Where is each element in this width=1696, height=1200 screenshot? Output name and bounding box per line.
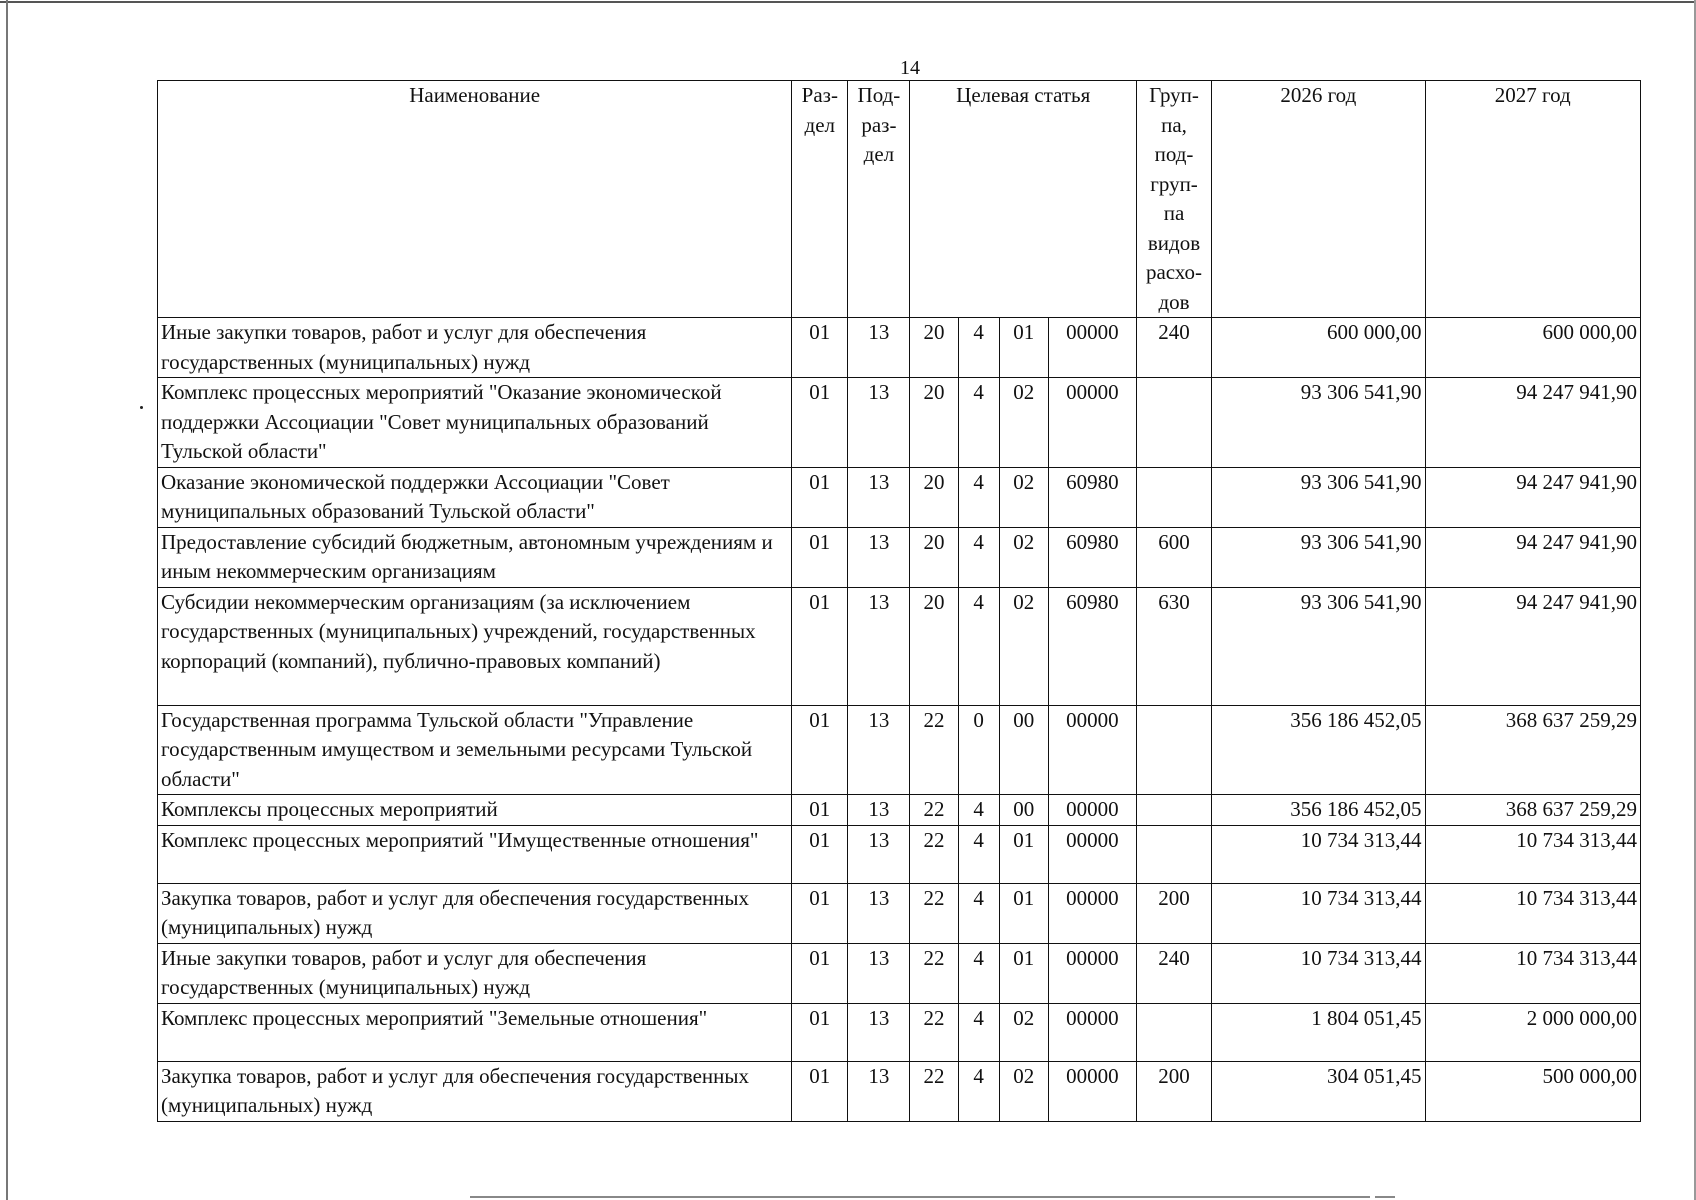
row-amount-2026: 93 306 541,90	[1212, 467, 1425, 527]
row-target-type: 4	[958, 1061, 999, 1121]
table-row	[158, 318, 1641, 378]
row-target-direction: 00000	[1048, 943, 1136, 1003]
row-name: Предоставление субсидий бюджетным, автономным учреждениям и иным некоммерческим организациям	[158, 527, 792, 587]
row-target-direction: 60980	[1048, 527, 1136, 587]
row-podrazdel: 13	[848, 883, 910, 943]
row-target-structure: 02	[999, 1003, 1048, 1061]
row-amount-2026: 10 734 313,44	[1212, 943, 1425, 1003]
table-row	[158, 943, 1641, 1003]
row-target-direction: 00000	[1048, 795, 1136, 826]
table-row	[158, 883, 1641, 943]
row-name: Комплекс процессных мероприятий "Земельные отношения"	[158, 1003, 792, 1061]
header-podrazdel: Под- раз- дел	[848, 81, 910, 318]
row-podrazdel: 13	[848, 1061, 910, 1121]
row-amount-2026: 10 734 313,44	[1212, 883, 1425, 943]
row-amount-2026: 304 051,45	[1212, 1061, 1425, 1121]
row-target-type: 4	[958, 318, 999, 378]
page-number: 14	[900, 57, 920, 79]
table-row	[158, 527, 1641, 587]
page-edge-top	[0, 1, 1696, 3]
row-name: Субсидии некоммерческим организациям (за исключением государственных (муниципальных) учреждений, государственных корпораций (компаний), публично-правовых компаний)	[158, 587, 792, 705]
row-name: Комплекс процессных мероприятий "Оказание экономической поддержки Ассоциации "Совет муниципальных образований Тульской области"	[158, 378, 792, 468]
row-razdel: 01	[792, 883, 848, 943]
row-amount-2027: 94 247 941,90	[1425, 527, 1640, 587]
row-target-program: 22	[910, 825, 958, 883]
row-target-direction: 00000	[1048, 1061, 1136, 1121]
row-amount-2027: 500 000,00	[1425, 1061, 1640, 1121]
row-podrazdel: 13	[848, 378, 910, 468]
header-target-article: Целевая статья	[910, 81, 1136, 318]
header-razdel: Раз- дел	[792, 81, 848, 318]
table-row	[158, 1003, 1641, 1061]
row-target-direction: 60980	[1048, 467, 1136, 527]
row-expense-group: 600	[1136, 527, 1211, 587]
row-expense-group: 200	[1136, 1061, 1211, 1121]
row-target-type: 4	[958, 943, 999, 1003]
row-target-structure: 01	[999, 883, 1048, 943]
row-razdel: 01	[792, 1061, 848, 1121]
page-edge-left	[6, 0, 8, 1200]
header-expense-group: Груп- па, под- груп- па видов расхо- дов	[1136, 81, 1211, 318]
row-podrazdel: 13	[848, 1003, 910, 1061]
row-target-structure: 02	[999, 527, 1048, 587]
row-podrazdel: 13	[848, 943, 910, 1003]
row-amount-2026: 1 804 051,45	[1212, 1003, 1425, 1061]
header-year-2027: 2027 год	[1425, 81, 1640, 318]
row-target-program: 22	[910, 1061, 958, 1121]
row-amount-2026: 93 306 541,90	[1212, 527, 1425, 587]
row-target-direction: 00000	[1048, 318, 1136, 378]
header-name: Наименование	[158, 81, 792, 318]
row-target-type: 4	[958, 883, 999, 943]
row-target-structure: 01	[999, 825, 1048, 883]
table-row	[158, 795, 1641, 826]
row-expense-group: 240	[1136, 318, 1211, 378]
row-amount-2026: 93 306 541,90	[1212, 587, 1425, 705]
row-name: Оказание экономической поддержки Ассоциации "Совет муниципальных образований Тульской области"	[158, 467, 792, 527]
table-body	[158, 318, 1641, 1122]
row-razdel: 01	[792, 1003, 848, 1061]
row-target-direction: 00000	[1048, 705, 1136, 795]
row-target-program: 22	[910, 705, 958, 795]
row-expense-group	[1136, 705, 1211, 795]
row-amount-2026: 356 186 452,05	[1212, 795, 1425, 826]
row-target-type: 4	[958, 1003, 999, 1061]
row-target-type: 4	[958, 825, 999, 883]
row-amount-2027: 368 637 259,29	[1425, 795, 1640, 826]
row-name: Государственная программа Тульской области "Управление государственным имуществом и земельными ресурсами Тульской области"	[158, 705, 792, 795]
row-podrazdel: 13	[848, 705, 910, 795]
header-year-2026: 2026 год	[1212, 81, 1425, 318]
row-expense-group	[1136, 1003, 1211, 1061]
scan-artifact-dot	[140, 406, 143, 409]
row-target-structure: 02	[999, 467, 1048, 527]
row-target-direction: 60980	[1048, 587, 1136, 705]
row-amount-2027: 10 734 313,44	[1425, 883, 1640, 943]
row-target-structure: 00	[999, 795, 1048, 826]
row-razdel: 01	[792, 943, 848, 1003]
row-target-type: 4	[958, 795, 999, 826]
row-target-type: 4	[958, 527, 999, 587]
row-razdel: 01	[792, 795, 848, 826]
row-razdel: 01	[792, 705, 848, 795]
row-name: Комплексы процессных мероприятий	[158, 795, 792, 826]
row-target-structure: 01	[999, 943, 1048, 1003]
row-target-program: 20	[910, 587, 958, 705]
row-amount-2027: 10 734 313,44	[1425, 943, 1640, 1003]
row-name: Закупка товаров, работ и услуг для обеспечения государственных (муниципальных) нужд	[158, 883, 792, 943]
row-amount-2027: 94 247 941,90	[1425, 467, 1640, 527]
row-razdel: 01	[792, 527, 848, 587]
row-name: Иные закупки товаров, работ и услуг для обеспечения государственных (муниципальных) нужд	[158, 943, 792, 1003]
row-target-structure: 01	[999, 318, 1048, 378]
row-razdel: 01	[792, 318, 848, 378]
row-razdel: 01	[792, 378, 848, 468]
row-expense-group	[1136, 825, 1211, 883]
row-target-type: 0	[958, 705, 999, 795]
row-target-program: 20	[910, 527, 958, 587]
row-amount-2027: 94 247 941,90	[1425, 587, 1640, 705]
row-expense-group: 630	[1136, 587, 1211, 705]
row-target-direction: 00000	[1048, 1003, 1136, 1061]
table-row	[158, 1061, 1641, 1121]
table-row	[158, 467, 1641, 527]
row-podrazdel: 13	[848, 825, 910, 883]
row-target-type: 4	[958, 587, 999, 705]
bottom-rule-short	[1375, 1196, 1395, 1198]
row-name: Комплекс процессных мероприятий "Имущественные отношения"	[158, 825, 792, 883]
row-amount-2027: 2 000 000,00	[1425, 1003, 1640, 1061]
row-expense-group	[1136, 795, 1211, 826]
row-podrazdel: 13	[848, 467, 910, 527]
row-podrazdel: 13	[848, 587, 910, 705]
row-target-structure: 00	[999, 705, 1048, 795]
bottom-rule	[470, 1196, 1370, 1198]
row-target-program: 22	[910, 795, 958, 826]
row-razdel: 01	[792, 587, 848, 705]
row-expense-group	[1136, 378, 1211, 468]
table-row	[158, 825, 1641, 883]
row-target-structure: 02	[999, 378, 1048, 468]
row-amount-2027: 368 637 259,29	[1425, 705, 1640, 795]
row-podrazdel: 13	[848, 318, 910, 378]
row-amount-2026: 600 000,00	[1212, 318, 1425, 378]
row-target-direction: 00000	[1048, 378, 1136, 468]
row-expense-group: 240	[1136, 943, 1211, 1003]
row-expense-group	[1136, 467, 1211, 527]
row-razdel: 01	[792, 467, 848, 527]
row-target-program: 22	[910, 943, 958, 1003]
row-target-structure: 02	[999, 1061, 1048, 1121]
row-name: Иные закупки товаров, работ и услуг для обеспечения государственных (муниципальных) нужд	[158, 318, 792, 378]
row-target-program: 20	[910, 318, 958, 378]
row-amount-2027: 10 734 313,44	[1425, 825, 1640, 883]
row-target-type: 4	[958, 378, 999, 468]
row-amount-2027: 94 247 941,90	[1425, 378, 1640, 468]
row-target-type: 4	[958, 467, 999, 527]
row-target-program: 20	[910, 378, 958, 468]
row-target-program: 22	[910, 1003, 958, 1061]
table-row	[158, 705, 1641, 795]
row-amount-2027: 600 000,00	[1425, 318, 1640, 378]
row-podrazdel: 13	[848, 795, 910, 826]
row-amount-2026: 356 186 452,05	[1212, 705, 1425, 795]
table-row	[158, 378, 1641, 468]
row-target-direction: 00000	[1048, 825, 1136, 883]
row-amount-2026: 93 306 541,90	[1212, 378, 1425, 468]
row-razdel: 01	[792, 825, 848, 883]
row-target-program: 22	[910, 883, 958, 943]
row-amount-2026: 10 734 313,44	[1212, 825, 1425, 883]
table-header-row	[158, 81, 1641, 318]
budget-table	[157, 80, 1641, 1122]
row-target-direction: 00000	[1048, 883, 1136, 943]
row-target-program: 20	[910, 467, 958, 527]
row-expense-group: 200	[1136, 883, 1211, 943]
table-row	[158, 587, 1641, 705]
row-target-structure: 02	[999, 587, 1048, 705]
row-name: Закупка товаров, работ и услуг для обеспечения государственных (муниципальных) нужд	[158, 1061, 792, 1121]
row-podrazdel: 13	[848, 527, 910, 587]
